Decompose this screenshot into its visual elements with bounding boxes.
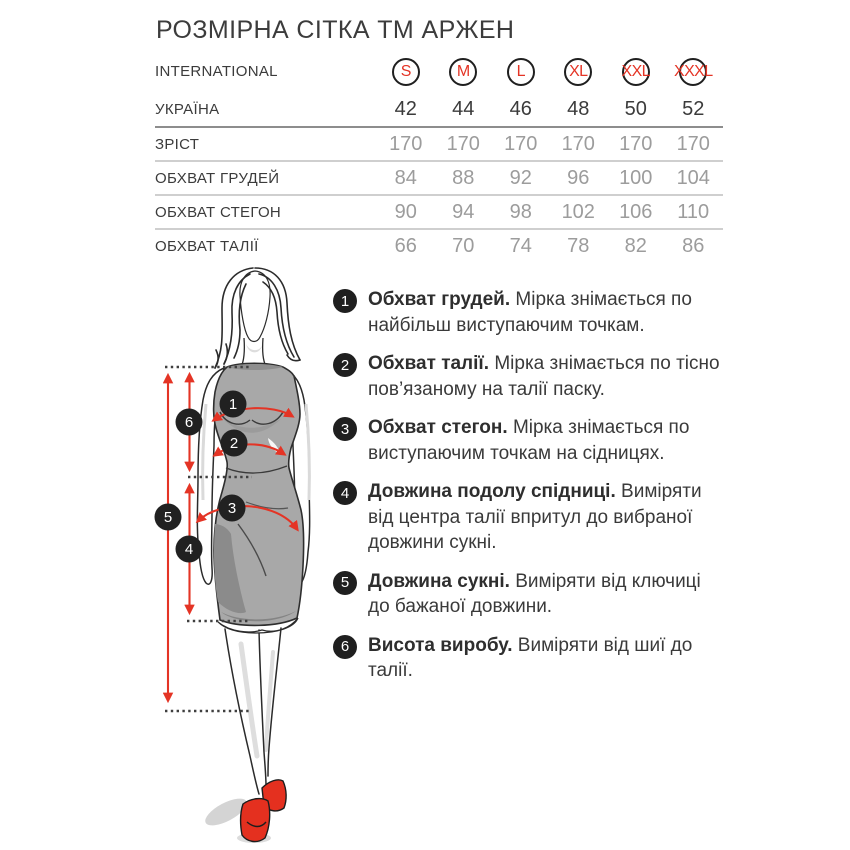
row-label-ukraine: УКРАЇНА bbox=[155, 101, 220, 118]
legend-number-badge: 3 bbox=[333, 417, 357, 441]
legend-term: Обхват талії. bbox=[368, 353, 490, 374]
figure-marker-4: 4 bbox=[184, 541, 194, 558]
legend-item-waist bbox=[333, 351, 725, 402]
size-badge-s: S bbox=[392, 58, 420, 86]
figure-marker-2: 2 bbox=[229, 435, 239, 452]
legend-number-badge: 4 bbox=[333, 481, 357, 505]
legend-term: Обхват грудей. bbox=[368, 289, 511, 310]
legend-term: Обхват стегон. bbox=[368, 417, 508, 438]
table-cell: 92 bbox=[509, 166, 532, 189]
measurement-figure-illustration bbox=[140, 262, 355, 850]
table-cell bbox=[550, 58, 608, 86]
table-cell: 110 bbox=[677, 200, 710, 223]
legend-term: Довжина сукні. bbox=[368, 570, 510, 592]
table-cell: 42 bbox=[394, 98, 417, 120]
table-cell: 170 bbox=[561, 132, 595, 155]
legend-item-bodice-height bbox=[333, 633, 725, 684]
table-cell: 66 bbox=[394, 234, 417, 257]
table-row-chest bbox=[155, 160, 723, 194]
legend-description: Мірка знімається по найбільш виступаючим точкам. bbox=[368, 289, 692, 336]
table-cell bbox=[377, 58, 435, 86]
table-cell: 46 bbox=[509, 98, 532, 120]
legend-item-chest bbox=[333, 287, 725, 338]
table-cell: 88 bbox=[452, 166, 475, 189]
figure-marker-5: 5 bbox=[163, 509, 173, 526]
measurement-legend bbox=[333, 287, 725, 697]
table-cell: 74 bbox=[509, 234, 532, 257]
size-table bbox=[155, 50, 723, 262]
table-cell: 170 bbox=[619, 132, 653, 155]
page-title: РОЗМІРНА СІТКА ТМ АРЖЕН bbox=[156, 16, 515, 44]
table-cell: 52 bbox=[682, 98, 705, 120]
table-cell: 78 bbox=[567, 234, 590, 257]
row-label-waist: ОБХВАТ ТАЛІЇ bbox=[155, 237, 259, 255]
table-row-waist bbox=[155, 228, 723, 262]
legend-description: Мірка знімається по виступаючим точкам на сідницях. bbox=[368, 417, 690, 464]
table-cell: 70 bbox=[452, 234, 475, 257]
legs bbox=[225, 628, 281, 794]
table-row-ukraine bbox=[155, 93, 723, 126]
table-cell bbox=[607, 58, 665, 86]
legend-description: Виміряти від центра талії впритул до вибраної довжини сукні. bbox=[368, 481, 702, 553]
table-cell: 48 bbox=[567, 98, 590, 120]
legend-term: Висота виробу. bbox=[368, 634, 513, 656]
table-cell: 106 bbox=[619, 200, 653, 223]
legend-term: Довжина подолу спідниці. bbox=[368, 481, 616, 502]
table-cell: 84 bbox=[394, 166, 417, 189]
table-cell: 170 bbox=[504, 132, 538, 155]
row-label-international: INTERNATIONAL bbox=[155, 63, 278, 80]
table-cell bbox=[435, 58, 493, 86]
table-cell: 170 bbox=[389, 132, 423, 155]
table-cell: 94 bbox=[452, 200, 475, 223]
table-row-hips bbox=[155, 194, 723, 228]
legend-number-badge: 2 bbox=[333, 353, 357, 377]
legend-number-badge: 5 bbox=[333, 571, 357, 595]
size-badge-l: L bbox=[507, 58, 535, 86]
size-badge-xl: XL bbox=[564, 58, 592, 86]
table-cell: 100 bbox=[619, 166, 653, 189]
table-cell: 98 bbox=[509, 200, 532, 223]
size-badge-xxxl: XXXL bbox=[679, 58, 707, 86]
table-cell bbox=[665, 58, 723, 86]
legend-item-skirt-length bbox=[333, 479, 725, 556]
table-cell: 86 bbox=[682, 234, 705, 257]
table-cell: 170 bbox=[676, 132, 710, 155]
table-cell: 96 bbox=[567, 166, 590, 189]
legend-number-badge: 1 bbox=[333, 289, 357, 313]
table-cell: 170 bbox=[446, 132, 480, 155]
figure-marker-3: 3 bbox=[227, 500, 237, 517]
table-row-international bbox=[155, 50, 723, 93]
table-cell: 104 bbox=[676, 166, 710, 189]
size-badge-xxl: XXL bbox=[622, 58, 650, 86]
row-label-chest: ОБХВАТ ГРУДЕЙ bbox=[155, 169, 280, 187]
figure-marker-6: 6 bbox=[184, 414, 194, 431]
table-cell: 90 bbox=[394, 200, 417, 223]
table-cell: 102 bbox=[561, 200, 595, 223]
legend-item-hips bbox=[333, 415, 725, 466]
table-row-height bbox=[155, 126, 723, 160]
row-label-height: ЗРІСТ bbox=[155, 135, 200, 153]
figure-marker-1: 1 bbox=[228, 396, 238, 413]
legend-item-dress-length bbox=[333, 569, 725, 620]
row-label-hips: ОБХВАТ СТЕГОН bbox=[155, 203, 282, 221]
table-cell: 50 bbox=[624, 98, 647, 120]
red-heels bbox=[241, 780, 287, 842]
legend-description: Виміряти від шиї до талії. bbox=[368, 634, 693, 681]
legend-number-badge: 6 bbox=[333, 635, 357, 659]
table-cell bbox=[492, 58, 550, 86]
size-badge-m: M bbox=[449, 58, 477, 86]
legend-description: Виміряти від ключиці до бажаної довжини. bbox=[368, 570, 701, 617]
table-cell: 82 bbox=[624, 234, 647, 257]
legend-description: Мірка знімається по тісно пов’язаному на талії паску. bbox=[368, 353, 720, 400]
table-cell: 44 bbox=[452, 98, 475, 120]
